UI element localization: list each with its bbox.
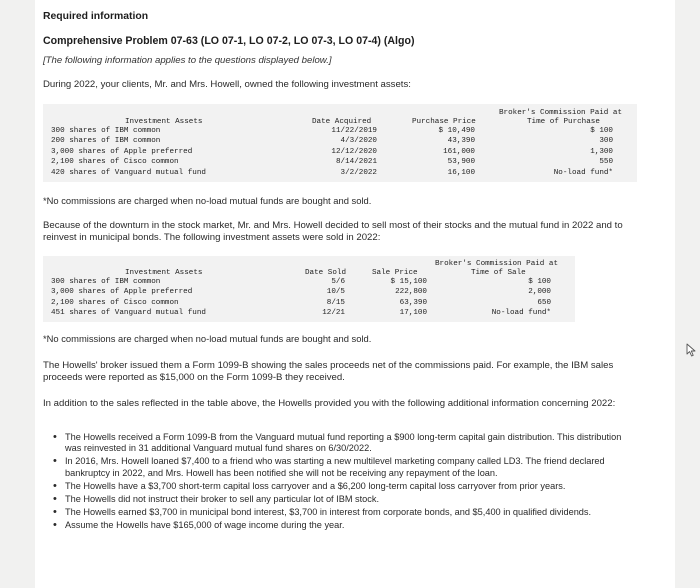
purchase-header-assets: Investment Assets [125,118,203,126]
purchase-row-commission: 550 [599,158,613,167]
sale-row-price: $ 15,100 [390,278,427,286]
sale-row-date: 10/5 [326,288,345,297]
purchase-row-asset: 3,000 shares of Apple preferred [51,147,193,156]
sale-row-asset: 451 shares of Vanguard mutual fund [51,309,206,318]
purchase-row-price: 53,900 [447,158,475,167]
purchase-header-price: Purchase Price [412,118,476,126]
problem-instructions: [The following information applies to the questions displayed below.] [43,55,332,66]
sale-table [43,256,575,322]
sale-row-commission: 650 [537,298,551,307]
list-item: • The Howells earned $3,700 in municipal bond interest, $3,700 in interest from corporate bonds, and $5,400 in qualified dividends. [53,507,638,518]
list-item: • The Howells did not instruct their broker to sell any particular lot of IBM stock. [53,494,638,505]
list-item: • The Howells received a Form 1099-B from the Vanguard mutual fund reporting a $900 long-term capital gain distribution. This distribution was reinvested in 31 additional Vanguard mutual fund shares on 6/30/2022. [53,432,638,455]
purchase-row-price: $ 10,490 [438,127,475,135]
purchase-row-date: 11/22/2019 [331,127,377,135]
purchase-footnote: *No commissions are charged when no-load mutual funds are bought and sold. [43,195,372,206]
intro-text: During 2022, your clients, Mr. and Mrs. Howell, owned the following investment assets: [43,79,411,90]
purchase-row-asset: 2,100 shares of Cisco common [51,158,179,167]
sale-header-date: Date Sold [305,269,347,277]
sale-row-commission: $ 100 [528,278,551,286]
sale-row-commission: No-load fund* [491,309,551,318]
sale-header-assets: Investment Assets [125,269,203,277]
purchase-row-date: 3/2/2022 [340,168,377,177]
list-item: • The Howells have a $3,700 short-term capital loss carryover and a $6,200 long-term capital loss carryover from prior years. [53,481,638,492]
sale-row-asset: 3,000 shares of Apple preferred [51,288,193,297]
purchase-row-asset: 200 shares of IBM common [51,137,161,146]
purchase-row-commission: 1,300 [590,147,613,156]
list-item: • Assume the Howells have $165,000 of wage income during the year. [53,520,638,531]
purchase-row-date: 12/12/2020 [331,147,377,156]
purchase-row-commission: $ 100 [590,127,613,135]
purchase-row-date: 8/14/2021 [335,158,377,167]
purchase-row-date: 4/3/2020 [340,137,377,146]
sale-row-price: 222,800 [395,288,427,297]
problem-title: Comprehensive Problem 07-63 (LO 07-1, LO 07-2, LO 07-3, LO 07-4) (Algo) [43,35,415,47]
additional-info-paragraph: In addition to the sales reflected in the table above, the Howells provided you with the following additional information concerning 2022: [43,398,616,409]
sale-row-asset: 2,100 shares of Cisco common [51,298,179,307]
sale-row-date: 5/6 [331,278,345,286]
purchase-header-broker-time: Time of Purchase [527,118,600,126]
purchase-row-commission: 300 [599,137,613,146]
sale-header-broker-time: Time of Sale [471,269,526,277]
purchase-row-asset: 420 shares of Vanguard mutual fund [51,168,206,177]
list-item: • In 2016, Mrs. Howell loaned $7,400 to a friend who was starting a new multilevel marketing company called LD3. The friend declared bankruptcy in 2022, and Mrs. Howell has been notified she will not be receiving any repayment of the loan. [53,456,638,479]
purchase-header-date: Date Acquired [312,118,372,126]
sale-header-broker: Broker's Commission Paid at [435,260,559,268]
problem-panel [35,0,675,588]
sale-header-price: Sale Price [372,269,418,277]
sale-row-price: 17,100 [399,309,427,318]
broker-paragraph: The Howells' broker issued them a Form 1099-B showing the sales proceeds net of the commissions paid. For example, the IBM sales proceeds were reported as $15,000 on the Form 1099-B they received. [43,360,614,383]
required-information-heading: Required information [43,11,149,22]
sale-row-asset: 300 shares of IBM common [51,278,161,286]
sale-footnote: *No commissions are charged when no-load mutual funds are bought and sold. [43,333,372,344]
purchase-row-price: 16,100 [447,168,475,177]
purchase-header-broker: Broker's Commission Paid at [499,109,623,117]
purchase-row-price: 161,000 [443,147,475,156]
sale-row-commission: 2,000 [528,288,551,297]
sale-row-date: 8/15 [326,298,345,307]
sale-row-date: 12/21 [322,309,345,318]
purchase-row-commission: No-load fund* [553,168,613,177]
downturn-text: Because of the downturn in the stock market, Mr. and Mrs. Howell decided to sell most of their stocks and the mutual fund in 2022 and to reinvest in municipal bonds. The following investment assets were sold in 2022: [43,220,623,243]
mouse-cursor-icon [686,343,698,357]
sale-row-price: 63,390 [399,298,427,307]
purchase-row-price: 43,390 [447,137,475,146]
additional-info-list [53,432,638,533]
purchase-table [43,104,637,182]
purchase-row-asset: 300 shares of IBM common [51,127,161,135]
